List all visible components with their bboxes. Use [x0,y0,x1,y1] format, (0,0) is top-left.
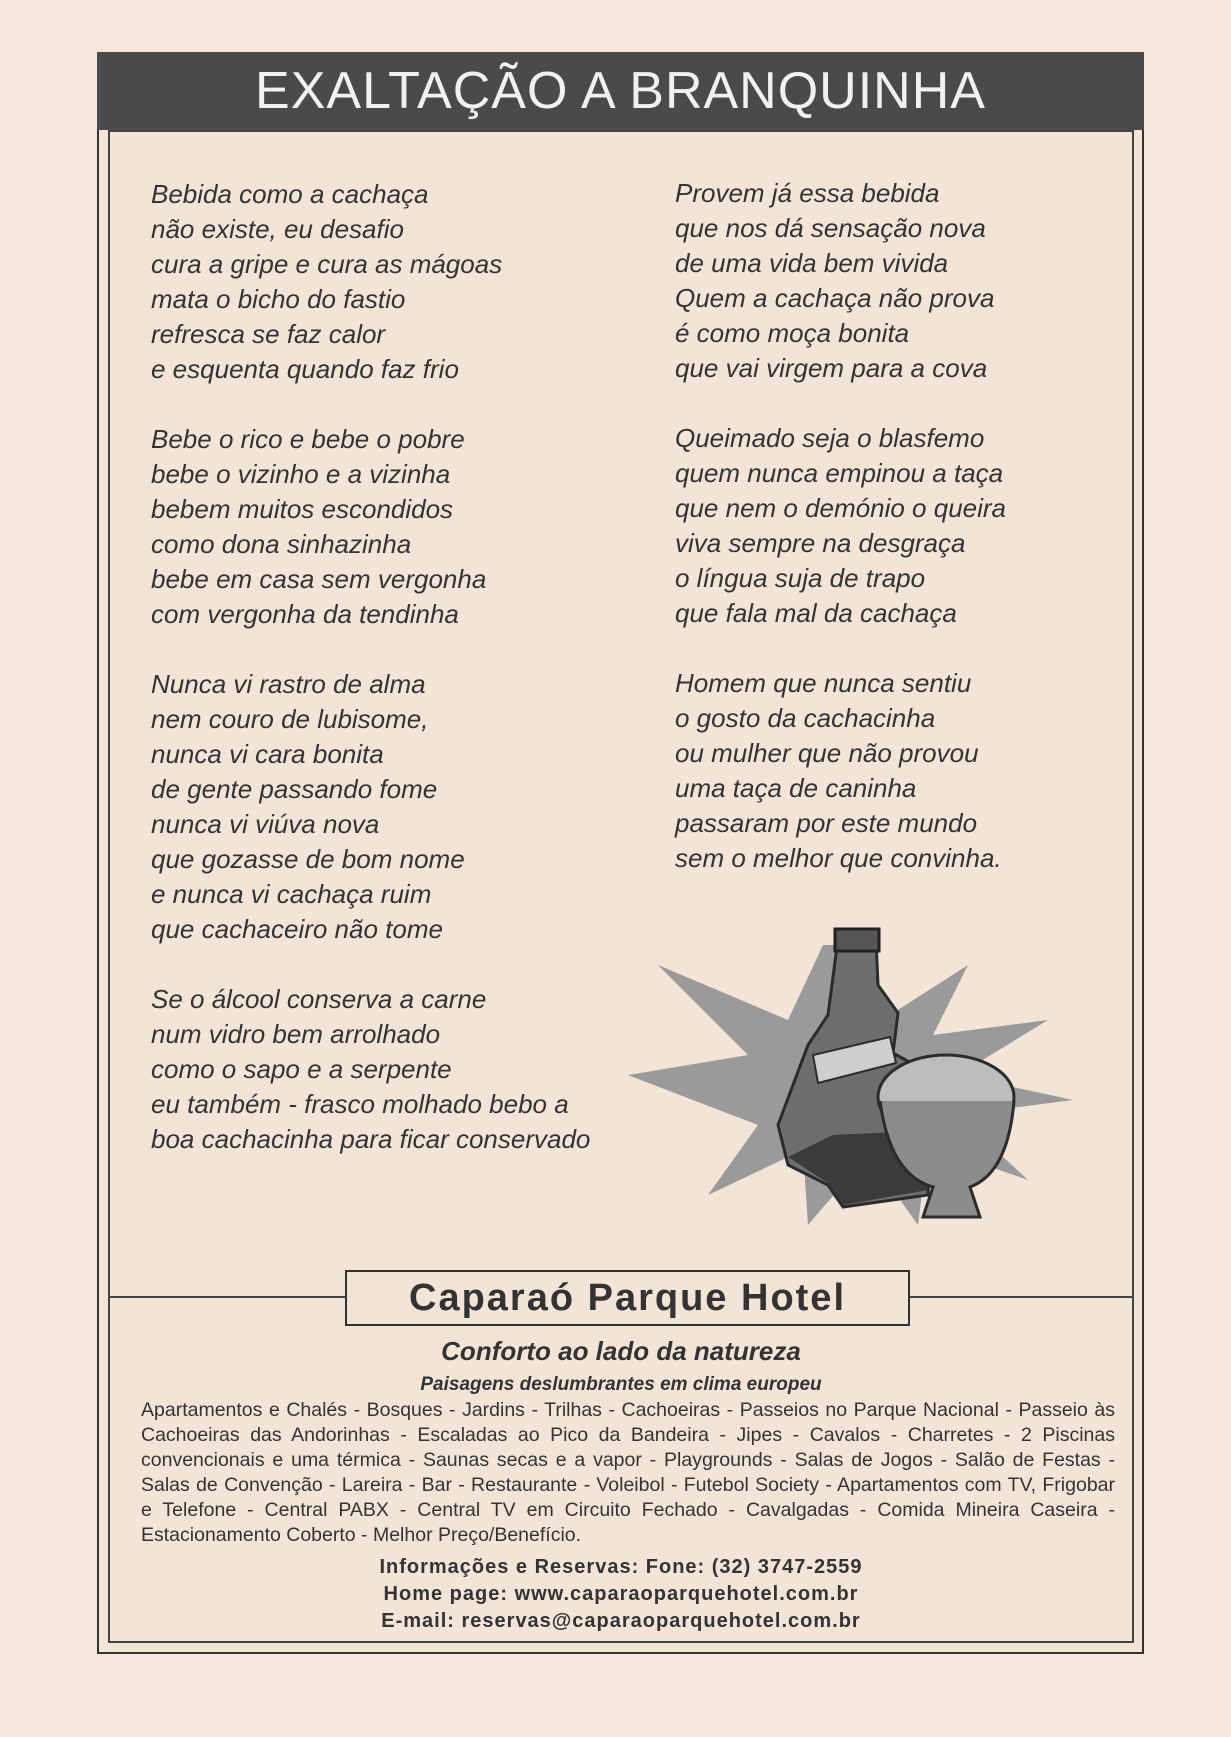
hotel-name: Caparaó Parque Hotel [409,1276,846,1319]
poem-line: nunca vi viúva nova [151,809,380,839]
stanza [675,421,1135,631]
poem-line: bebe em casa sem vergonha [151,564,487,594]
poem-line: como dona sinhazinha [151,529,412,559]
hotel-name-box [345,1270,910,1326]
poem-line: é como moça bonita [675,318,910,348]
poem-line: refresca se faz calor [151,319,386,349]
poem-line: que gozasse de bom nome [151,844,465,874]
hotel-slogan: Conforto ao lado da natureza [441,1336,801,1366]
bottle-cap-shape [835,929,879,951]
poem-line: bebe o vizinho e a vizinha [151,459,451,489]
poem-column-right [675,176,1135,911]
poem-line: o gosto da cachacinha [675,703,936,733]
poem-line: Bebida como a cachaça [151,179,429,209]
poem-line: que nem o demónio o queira [675,493,1007,523]
stanza [151,982,671,1157]
poem-line: não existe, eu desafio [151,214,404,244]
poem-line: nunca vi cara bonita [151,739,384,769]
poem-line: ou mulher que não provou [675,738,979,768]
poem-line: boa cachacinha para ficar conservado [151,1124,591,1154]
poem-line: Nunca vi rastro de alma [151,669,426,699]
poem-line: sem o melhor que convinha. [675,843,1002,873]
poem-line: e esquenta quando faz frio [151,354,459,384]
poem-line: eu também - frasco molhado bebo a [151,1089,569,1119]
poem-line: passaram por este mundo [675,808,978,838]
page-title: EXALTAÇÃO A BRANQUINHA [255,62,986,120]
poem-line: que vai virgem para a cova [675,353,988,383]
poem-line: nem couro de lubisome, [151,704,429,734]
poem-line: mata o bicho do fastio [151,284,406,314]
stanza [151,667,671,947]
poem-line: Se o álcool conserva a carne [151,984,487,1014]
contact-homepage: Home page: www.caparaoparquehotel.com.br [383,1583,859,1605]
contact-phone: Informações e Reservas: Fone: (32) 3747-2559 [379,1556,863,1578]
poem-line: e nunca vi cachaça ruim [151,879,432,909]
poem-line: uma taça de caninha [675,773,917,803]
poem-column-left [151,177,671,1192]
stanza [675,176,1135,386]
contact-email: E-mail: reservas@caparaoparquehotel.com.br [381,1610,861,1632]
stanza [675,666,1135,876]
stanza [151,422,671,632]
poem-line: num vidro bem arrolhado [151,1019,441,1049]
bottle-and-glass-icon [628,925,1098,1235]
poem-line: viva sempre na desgraça [675,528,966,558]
poem-line: de uma vida bem vivida [675,248,949,278]
poem-line: que cachaceiro não tome [151,914,443,944]
poem-line: Queimado seja o blasfemo [675,423,985,453]
poem-line: que nos dá sensação nova [675,213,986,243]
poem-line: Bebe o rico e bebe o pobre [151,424,465,454]
poem-line: Provem já essa bebida [675,178,940,208]
title-bar [97,52,1144,130]
poem-line: Homem que nunca sentiu [675,668,972,698]
poem-line: o língua suja de trapo [675,563,926,593]
poem-line: cura a gripe e cura as mágoas [151,249,503,279]
stanza [151,177,671,387]
poem-line: de gente passando fome [151,774,438,804]
poem-line: bebem muitos escondidos [151,494,454,524]
hotel-subslogan: Paisagens deslumbrantes em clima europeu [420,1374,822,1395]
poem-line: como o sapo e a serpente [151,1054,452,1084]
poem-line: Quem a cachaça não prova [675,283,995,313]
poem-line: com vergonha da tendinha [151,599,459,629]
hotel-contact [108,1554,1134,1635]
poem-line: quem nunca empinou a taça [675,458,1004,488]
poem-line: que fala mal da cachaça [675,598,957,628]
hotel-amenities: Apartamentos e Chalés - Bosques - Jardins - Trilhas - Cachoeiras - Passeios no Parque Nacional - Passeio às Cachoeiras das Andorinhas - Escaladas ao Pico da Bandeira - Jipes - Cavalos - Charretes - 2 Piscinas convencionais e uma térmica - Saunas secas e a vapor - Playgrounds - Salas de Jogos - Salão de Festas - Salas de Convenção - Lareira - Bar - Restaurante - Voleibol - Futebol Society - Apartamentos com TV, Frigobar e Telefone - Central PABX - Central TV em Circuito Fechado - Cavalgadas - Comida Mineira Caseira - Estacionamento Coberto - Melhor Preço/Benefício. [141,1399,1115,1546]
